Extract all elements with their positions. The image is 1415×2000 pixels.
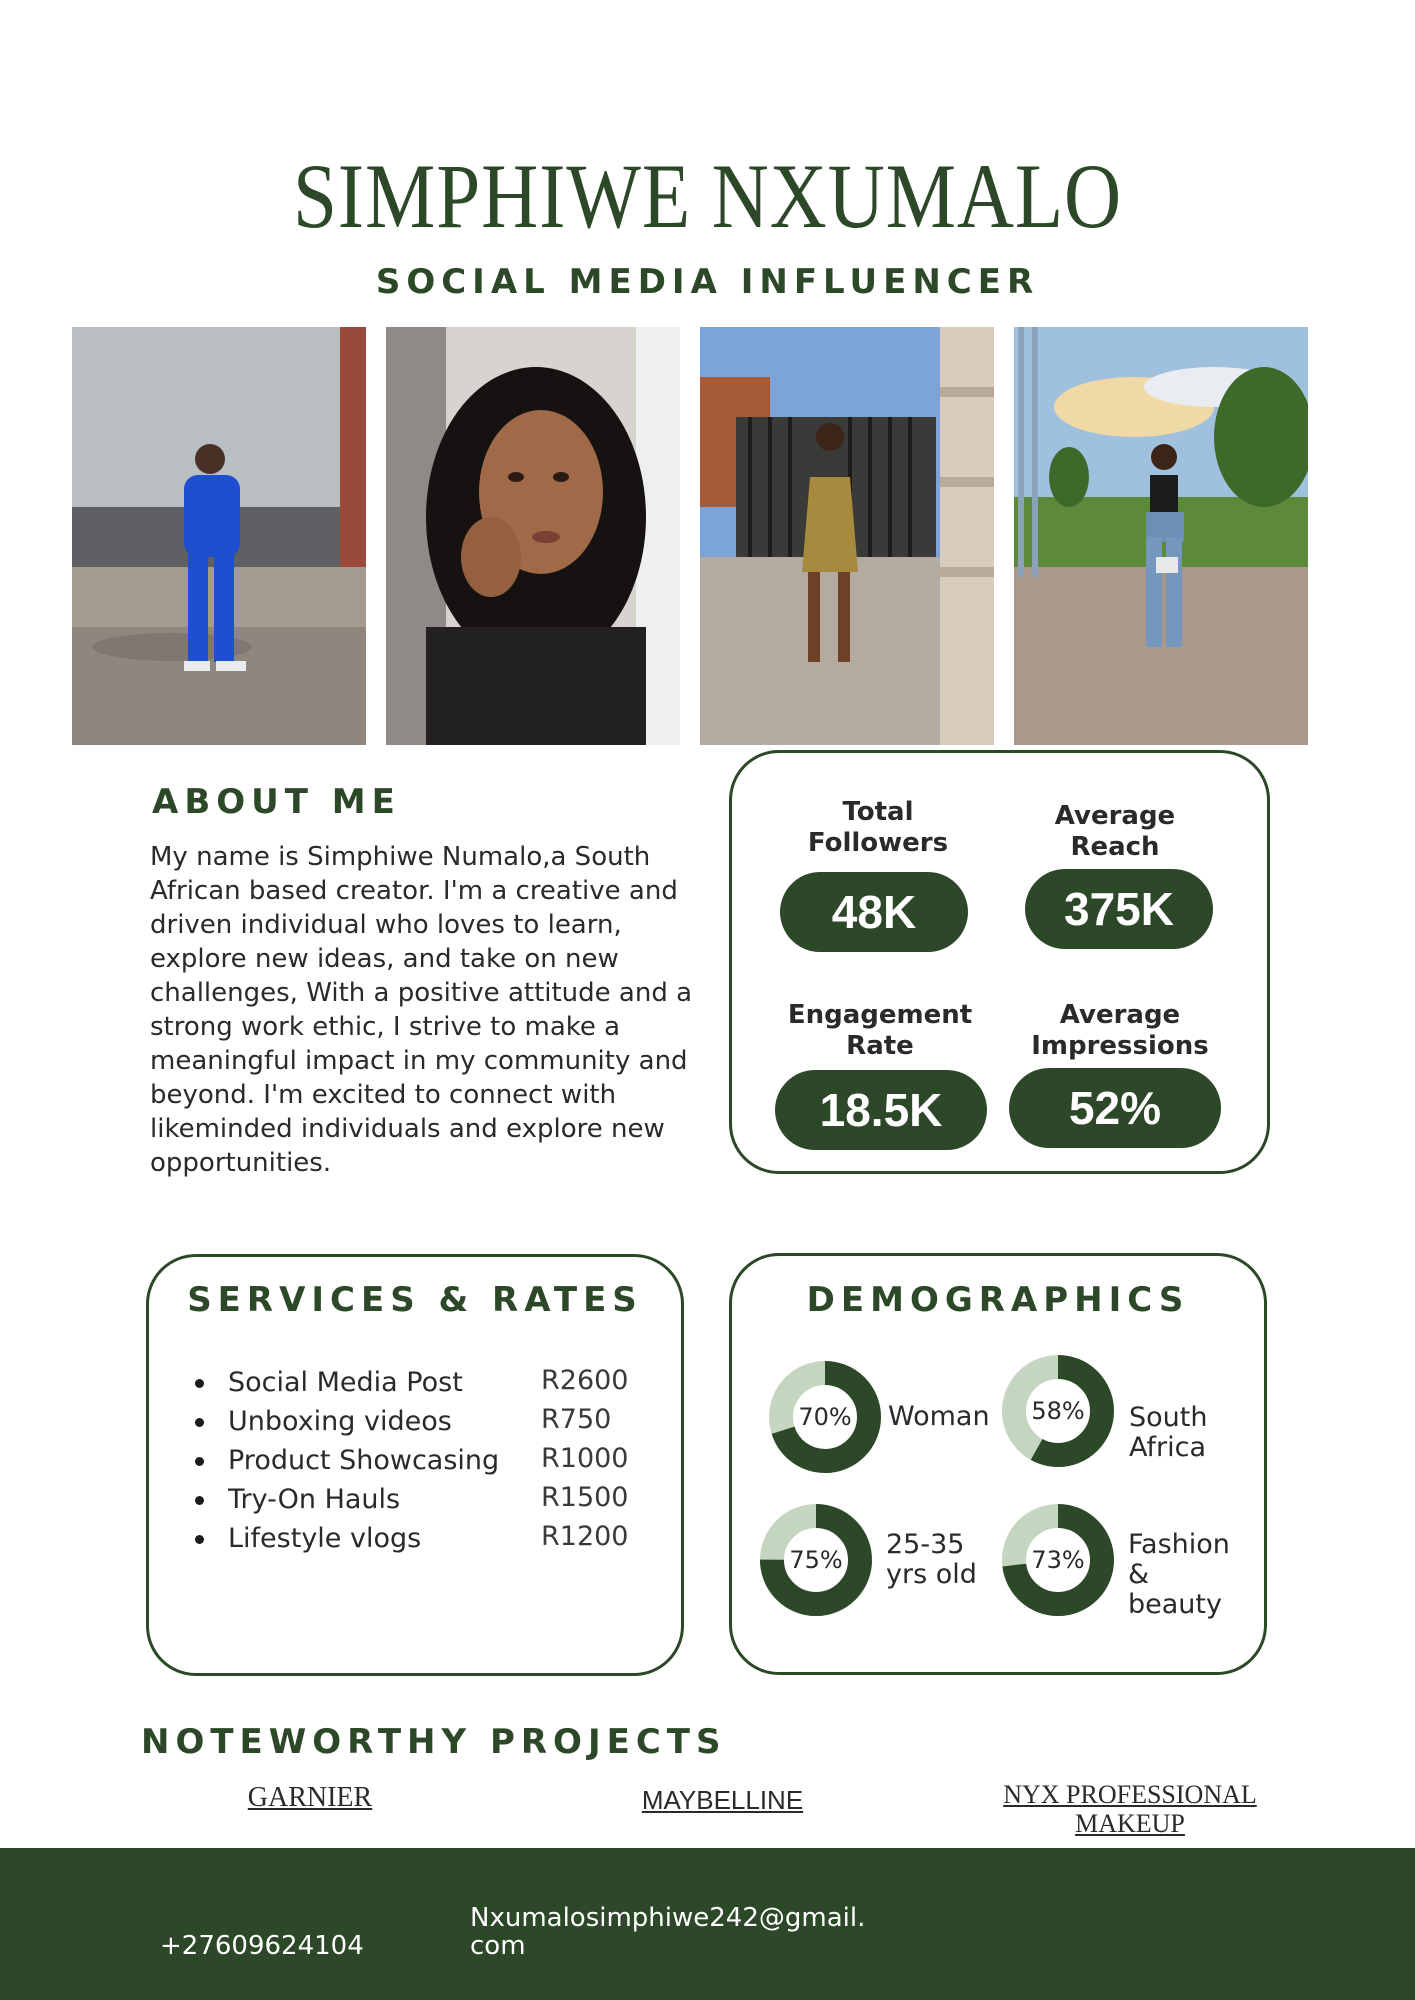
bullet-icon (195, 1418, 204, 1427)
photo-outdoor-jeans (1014, 327, 1308, 745)
contact-phone: +27609624104 (160, 1931, 364, 1961)
services-list (195, 1365, 655, 1560)
average-impressions-value: 52% (1009, 1068, 1221, 1148)
service-name: Unboxing videos (228, 1406, 452, 1437)
donut-percent: 73% (1031, 1546, 1085, 1574)
bullet-icon (195, 1457, 204, 1466)
engagement-rate-label: Engagement Rate (787, 1000, 973, 1061)
demographic-donut-interest (999, 1501, 1117, 1619)
donut-percent: 58% (1031, 1397, 1085, 1425)
bullet-icon (195, 1379, 204, 1388)
bullet-icon (195, 1535, 204, 1544)
service-name: Social Media Post (228, 1367, 463, 1398)
service-item (195, 1482, 655, 1521)
bullet-icon (195, 1496, 204, 1505)
brand-garnier: GARNIER (247, 1782, 373, 1813)
service-name: Product Showcasing (228, 1445, 500, 1476)
demographics-heading: DEMOGRAPHICS (806, 1280, 1190, 1320)
donut-percent: 70% (798, 1403, 852, 1431)
service-item (195, 1404, 655, 1443)
service-price: R1200 (541, 1521, 629, 1552)
projects-heading: NOTEWORTHY PROJECTS (141, 1722, 727, 1762)
brand-maybelline: MAYBELLINE (641, 1785, 804, 1815)
footer (0, 1848, 1415, 2000)
demographic-label: South Africa (1129, 1402, 1208, 1463)
service-item (195, 1365, 655, 1404)
average-reach-label: Average Reach (1054, 801, 1176, 862)
service-price: R1500 (541, 1482, 629, 1513)
services-heading: SERVICES & RATES (187, 1280, 643, 1320)
photo-selfie (386, 327, 680, 745)
influencer-title: SOCIAL MEDIA INFLUENCER (375, 262, 1040, 302)
donut-percent: 75% (789, 1546, 843, 1574)
total-followers-value: 48K (780, 872, 968, 952)
total-followers-label: Total Followers (807, 797, 949, 858)
service-price: R2600 (541, 1365, 629, 1396)
demographic-donut-south-africa (999, 1352, 1117, 1470)
about-text: My name is Simphiwe Numalo,a South African based creator. I'm a creative and driven individual who loves to learn, explore new ideas, and take on new challenges, With a positive attitude and a strong work ethic, I strive to make a meaningful impact in my community and beyond. I'm excited to connect with likeminded individuals and explore new opportunities. (150, 842, 693, 1178)
demographic-label: Woman (888, 1401, 990, 1432)
engagement-rate-value: 18.5K (775, 1070, 987, 1150)
demographic-donut-age (757, 1501, 875, 1619)
service-name: Lifestyle vlogs (228, 1523, 422, 1554)
service-name: Try-On Hauls (228, 1484, 401, 1515)
influencer-name: SIMPHIWE NXUMALO (292, 145, 1123, 247)
service-item (195, 1521, 655, 1560)
photo-gold-dress (700, 327, 994, 745)
demographic-donut-woman (766, 1358, 884, 1476)
average-impressions-label: Average Impressions (1031, 1000, 1209, 1061)
average-reach-value: 375K (1025, 869, 1213, 949)
demographic-label: 25-35 yrs old (886, 1529, 977, 1590)
service-price: R1000 (541, 1443, 629, 1474)
contact-email: Nxumalosimphiwe242@gmail.com (470, 1903, 866, 1961)
brand-nyx: NYX PROFESSIONAL MAKEUP (1003, 1780, 1257, 1838)
demographic-label: Fashion & beauty (1128, 1529, 1230, 1620)
service-item (195, 1443, 655, 1482)
about-heading: ABOUT ME (152, 782, 401, 822)
service-price: R750 (541, 1404, 612, 1435)
photo-blue-tracksuit (72, 327, 366, 745)
